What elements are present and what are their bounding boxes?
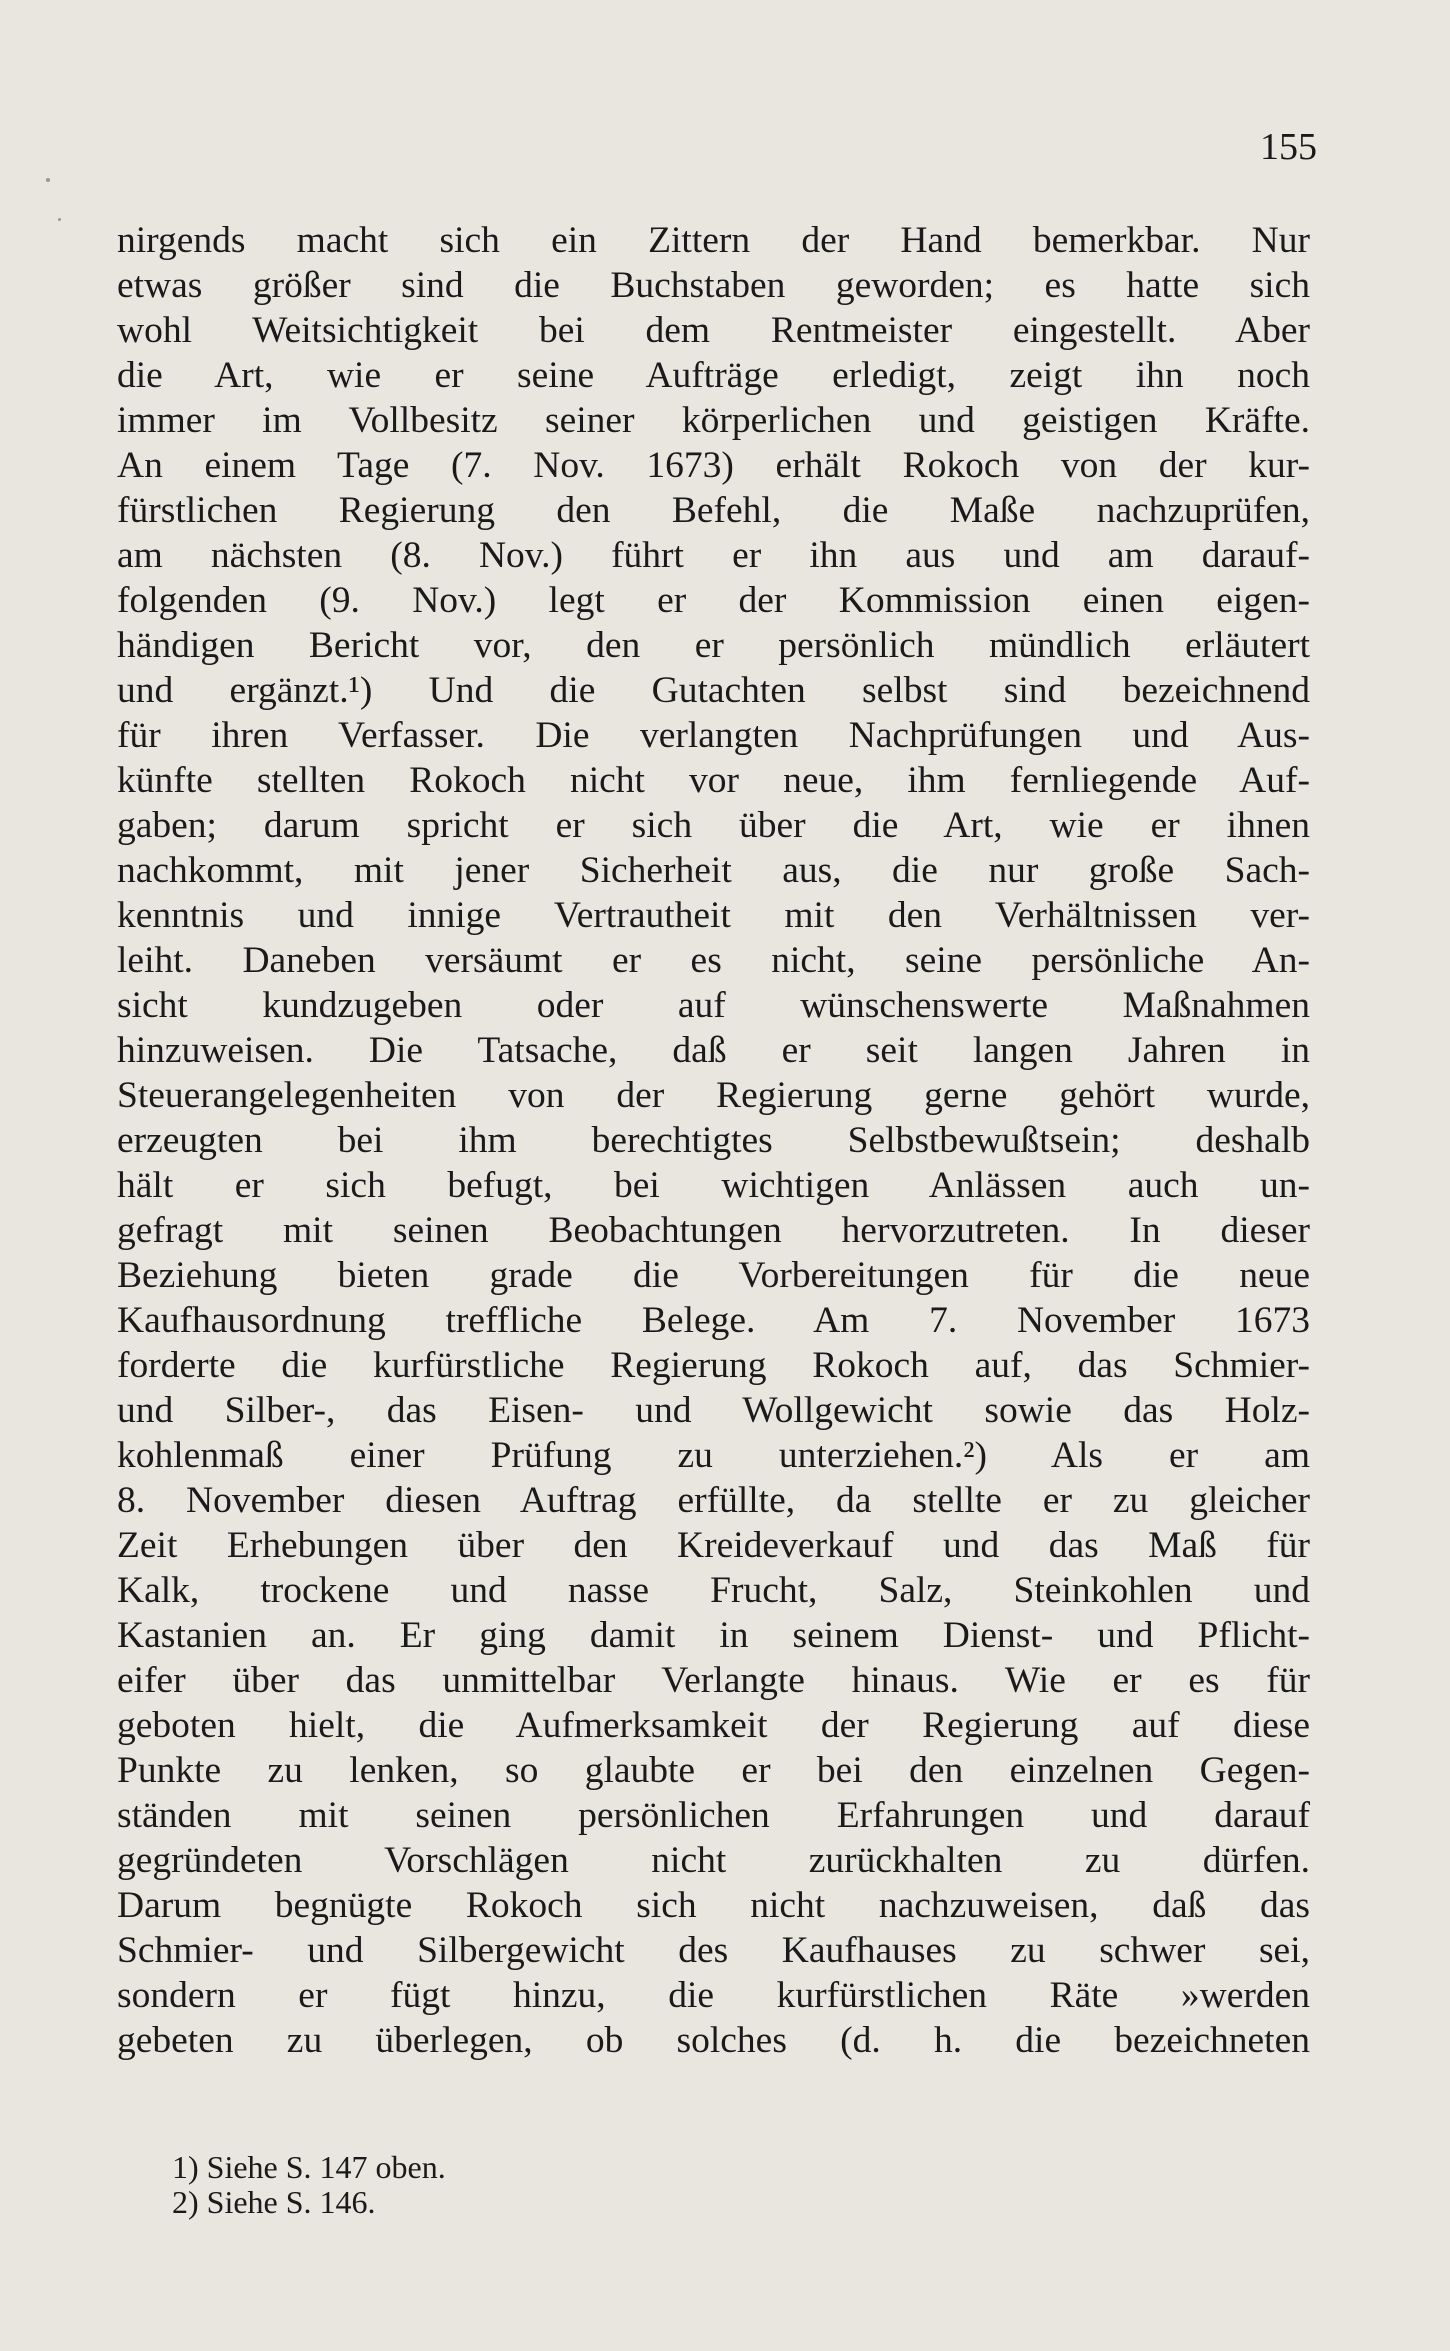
text-line: erzeugten bei ihm berechtigtes Selbstbewußtsein; deshalb (117, 1120, 1310, 1161)
text-line: immer im Vollbesitz seiner körperlichen und geistigen Kräfte. (117, 400, 1310, 441)
text-line: Darum begnügte Rokoch sich nicht nachzuweisen, daß das (117, 1885, 1310, 1926)
text-line: sicht kundzugeben oder auf wünschenswerte Maßnahmen (117, 985, 1310, 1026)
text-line: die Art, wie er seine Aufträge erledigt, zeigt ihn noch (117, 355, 1310, 396)
text-line: kenntnis und innige Vertrautheit mit den Verhältnissen ver- (117, 895, 1310, 936)
text-line: hält er sich befugt, bei wichtigen Anlässen auch un- (117, 1165, 1310, 1206)
paper-speck (46, 178, 50, 182)
text-line: fürstlichen Regierung den Befehl, die Maße nachzuprüfen, (117, 490, 1310, 531)
page-number: 155 (1260, 126, 1317, 168)
text-line: geboten hielt, die Aufmerksamkeit der Regierung auf diese (117, 1705, 1310, 1746)
text-line: gebeten zu überlegen, ob solches (d. h. die bezeichneten (117, 2020, 1310, 2061)
text-line: etwas größer sind die Buchstaben geworden; es hatte sich (117, 265, 1310, 306)
text-line: Kastanien an. Er ging damit in seinem Dienst- und Pflicht- (117, 1615, 1310, 1656)
text-line: künfte stellten Rokoch nicht vor neue, ihm fernliegende Auf- (117, 760, 1310, 801)
footnote: 1) Siehe S. 147 oben. (172, 2149, 446, 2185)
text-line: Punkte zu lenken, so glaubte er bei den einzelnen Gegen- (117, 1750, 1310, 1791)
text-line: Schmier- und Silbergewicht des Kaufhauses zu schwer sei, (117, 1930, 1310, 1971)
text-line: Steuerangelegenheiten von der Regierung gerne gehört wurde, (117, 1075, 1310, 1116)
text-line: und Silber-, das Eisen- und Wollgewicht sowie das Holz- (117, 1390, 1310, 1431)
footnote: 2) Siehe S. 146. (172, 2184, 376, 2220)
text-line: am nächsten (8. Nov.) führt er ihn aus und am darauf- (117, 535, 1310, 576)
text-line: Kalk, trockene und nasse Frucht, Salz, Steinkohlen und (117, 1570, 1310, 1611)
text-line: gegründeten Vorschlägen nicht zurückhalten zu dürfen. (117, 1840, 1310, 1881)
text-line: leiht. Daneben versäumt er es nicht, seine persönliche An- (117, 940, 1310, 981)
text-line: händigen Bericht vor, den er persönlich mündlich erläutert (117, 625, 1310, 666)
text-line: ständen mit seinen persönlichen Erfahrungen und darauf (117, 1795, 1310, 1836)
text-line: wohl Weitsichtigkeit bei dem Rentmeister eingestellt. Aber (117, 310, 1310, 351)
text-line: eifer über das unmittelbar Verlangte hinaus. Wie er es für (117, 1660, 1310, 1701)
text-line: sondern er fügt hinzu, die kurfürstlichen Räte »werden (117, 1975, 1310, 2016)
text-line: Kaufhausordnung treffliche Belege. Am 7. November 1673 (117, 1300, 1310, 1341)
text-line: und ergänzt.¹) Und die Gutachten selbst sind bezeichnend (117, 670, 1310, 711)
text-line: für ihren Verfasser. Die verlangten Nachprüfungen und Aus- (117, 715, 1310, 756)
text-line: forderte die kurfürstliche Regierung Rokoch auf, das Schmier- (117, 1345, 1310, 1386)
text-line: gefragt mit seinen Beobachtungen hervorzutreten. In dieser (117, 1210, 1310, 1251)
text-line: gaben; darum spricht er sich über die Art, wie er ihnen (117, 805, 1310, 846)
text-line: hinzuweisen. Die Tatsache, daß er seit langen Jahren in (117, 1030, 1310, 1071)
text-line: 8. November diesen Auftrag erfüllte, da stellte er zu gleicher (117, 1480, 1310, 1521)
text-line: kohlenmaß einer Prüfung zu unterziehen.²) Als er am (117, 1435, 1310, 1476)
text-line: Beziehung bieten grade die Vorbereitungen für die neue (117, 1255, 1310, 1296)
footnotes (172, 2150, 772, 2220)
text-line: An einem Tage (7. Nov. 1673) erhält Rokoch von der kur- (117, 445, 1310, 486)
paper-speck (58, 218, 61, 221)
text-line: Zeit Erhebungen über den Kreideverkauf und das Maß für (117, 1525, 1310, 1566)
body-text (117, 218, 1310, 2063)
text-line: nirgends macht sich ein Zittern der Hand bemerkbar. Nur (117, 220, 1310, 261)
text-line: folgenden (9. Nov.) legt er der Kommission einen eigen- (117, 580, 1310, 621)
text-line: nachkommt, mit jener Sicherheit aus, die nur große Sach- (117, 850, 1310, 891)
